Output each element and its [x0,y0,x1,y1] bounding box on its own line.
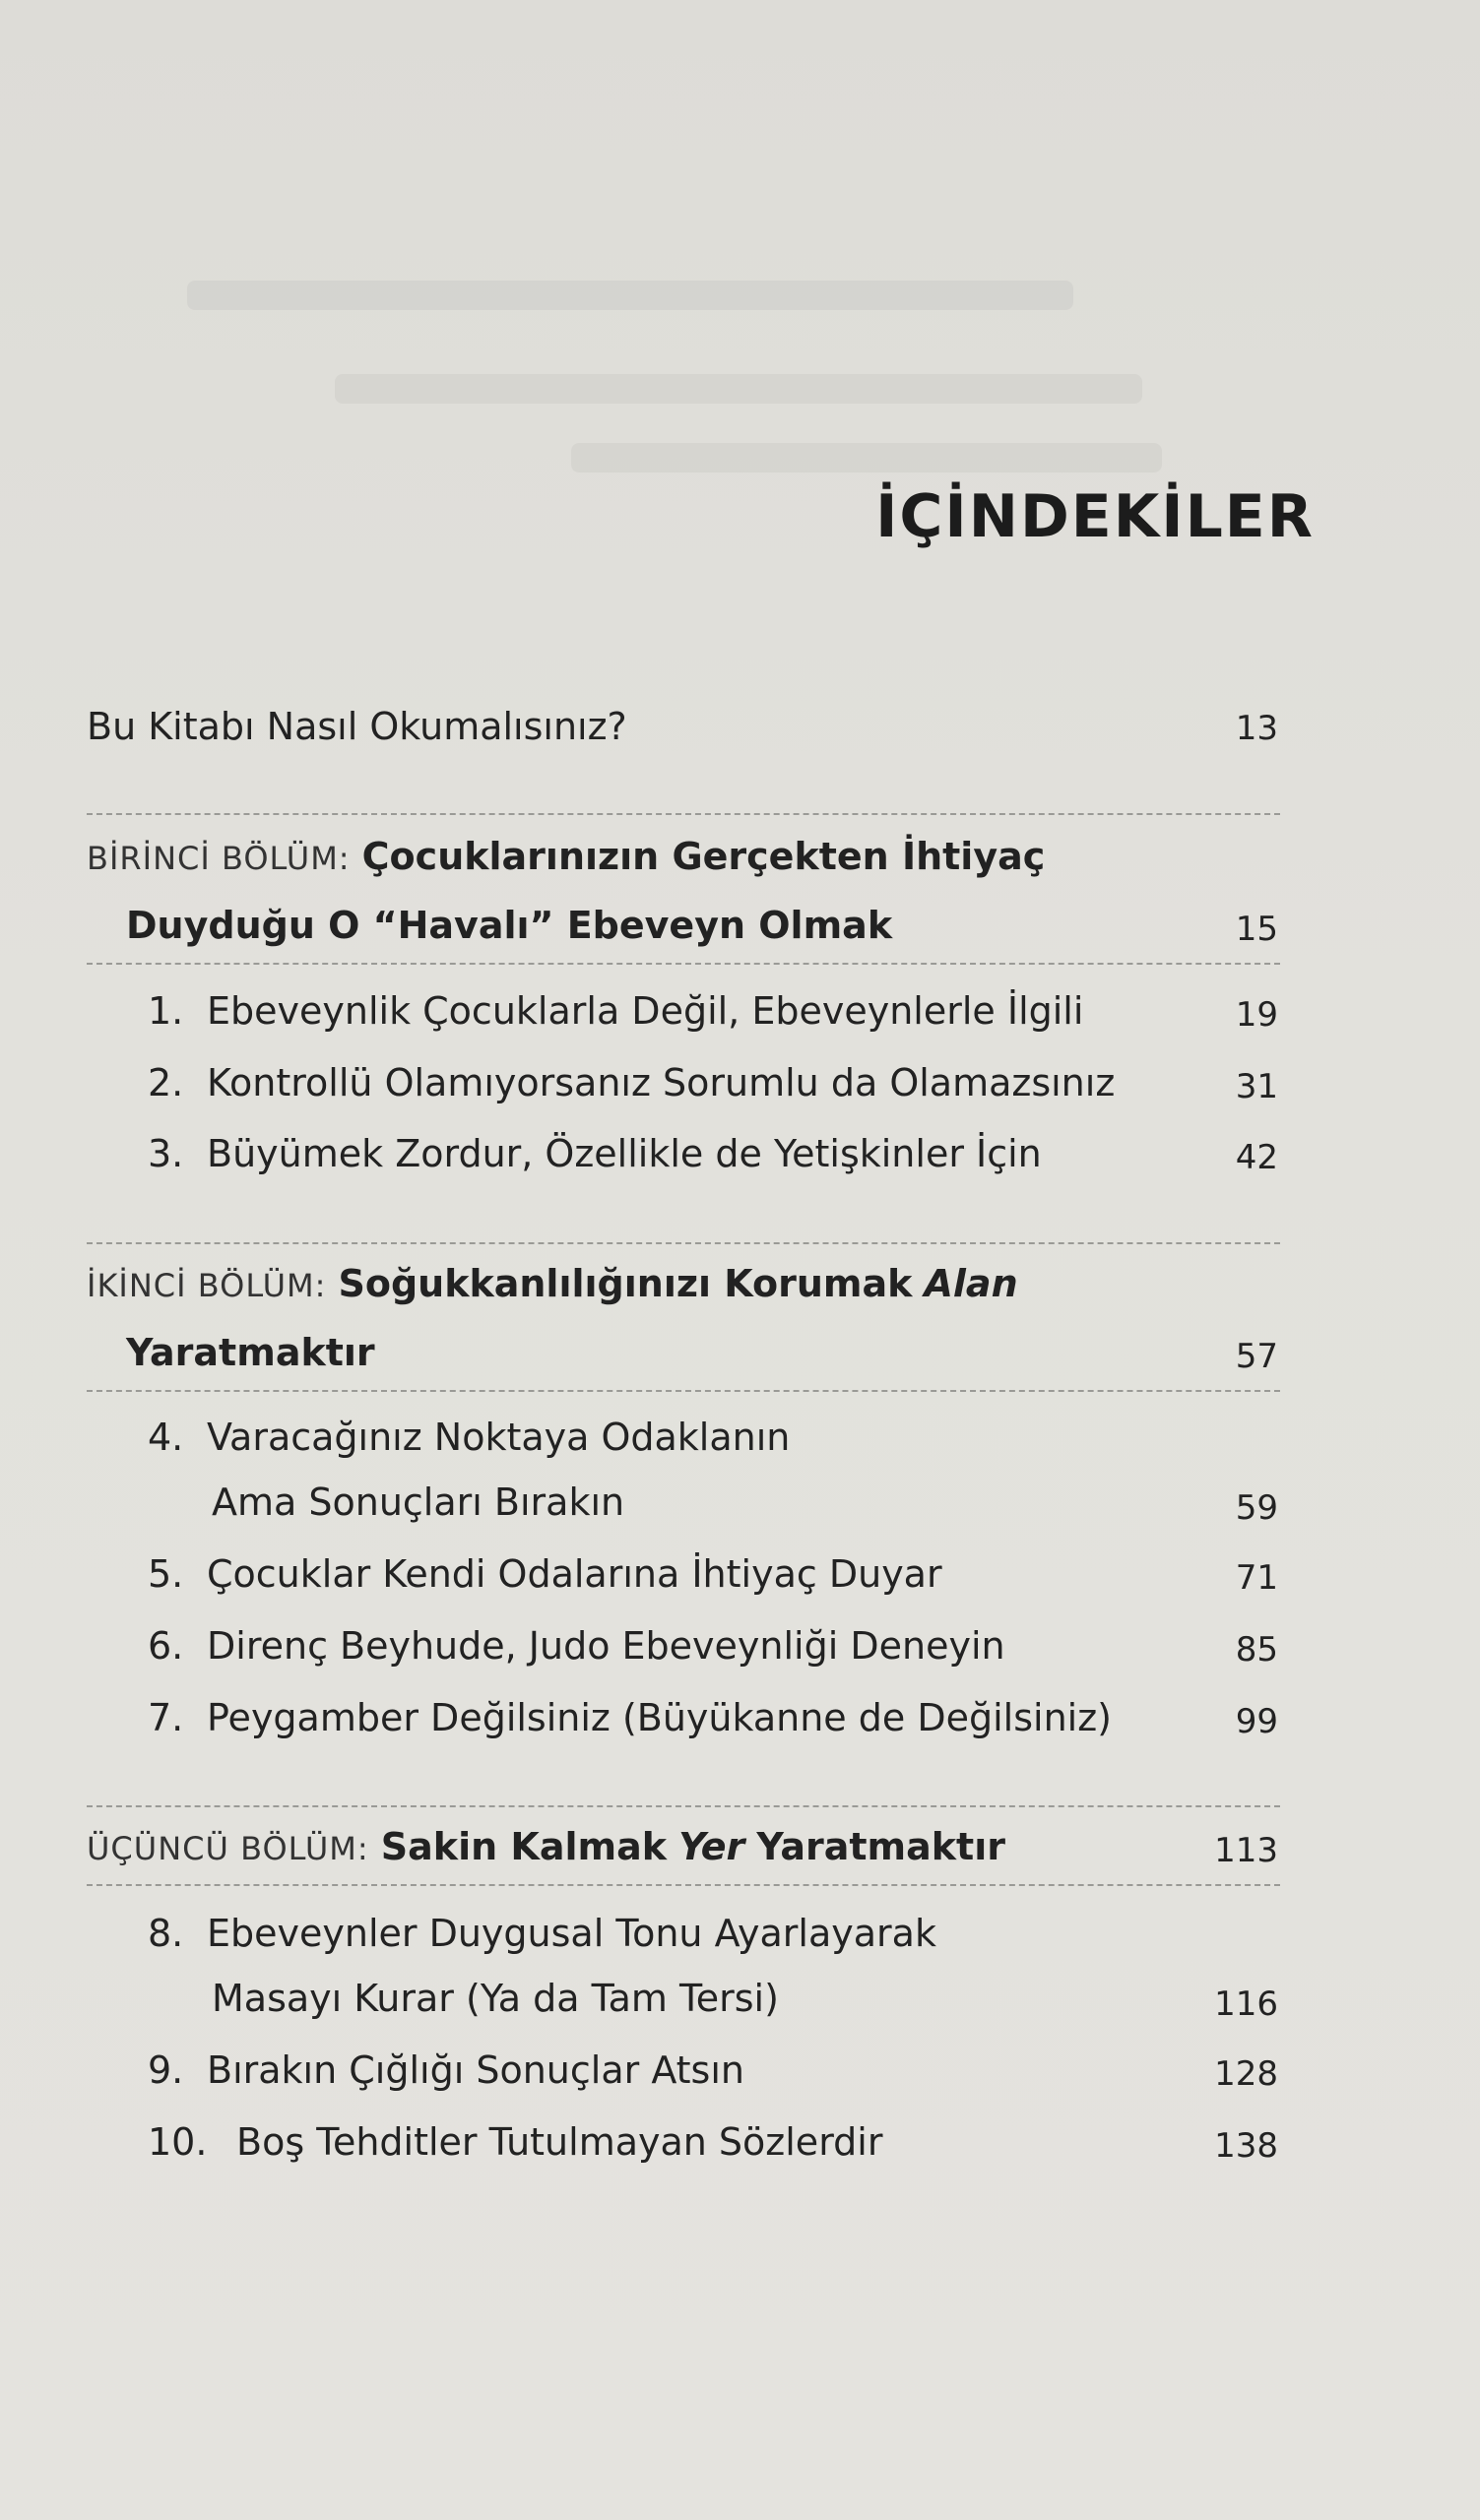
chapter-title-continued: Masayı Kurar (Ya da Tam Tersi) [212,1977,779,2020]
part-label: BİRİNCİ BÖLÜM: [87,840,351,877]
toc-page-number: 59 [1235,1488,1278,1528]
toc-part-2-line-1[interactable] [0,1262,1480,1321]
toc-part-heading [87,1262,1018,1305]
toc-chapter-6[interactable] [0,1624,1480,1683]
toc-page-number: 42 [1235,1138,1278,1177]
toc-page-number: 57 [1235,1337,1278,1376]
toc-page-number: 116 [1214,1984,1278,2024]
bleed-through-shadow [187,281,1073,310]
chapter-title: Ebeveynlik Çocuklarla Değil, Ebeveynlerle İlgili [207,989,1084,1033]
toc-part-1-line-1[interactable] [0,835,1480,894]
bleed-through-shadow [571,443,1162,472]
part-title-continued: Duyduğu O “Havalı” Ebeveyn Olmak [126,904,893,947]
toc-chapter-5[interactable] [0,1552,1480,1611]
toc-chapter-1[interactable] [0,989,1480,1048]
chapter-number: 2. [148,1061,184,1104]
chapter-number: 7. [148,1696,184,1739]
divider [87,1242,1280,1244]
divider [87,1805,1280,1807]
toc-entry-label: Bu Kitabı Nasıl Okumalısınız? [87,705,627,748]
toc-page-number: 138 [1214,2126,1278,2166]
chapter-number: 4. [148,1416,184,1459]
toc-page-number: 13 [1235,709,1278,748]
chapter-title: Peygamber Değilsiniz (Büyükanne de Değilsiniz) [207,1696,1112,1739]
part-title-italic: Yer [678,1825,745,1868]
chapter-number: 5. [148,1552,184,1596]
chapter-title: Varacağınız Noktaya Odaklanın [207,1416,791,1459]
chapter-title-continued: Ama Sonuçları Bırakın [212,1480,625,1524]
toc-part-heading [87,1825,1005,1868]
chapter-title: Direnç Beyhude, Judo Ebeveynliği Deneyin [207,1624,1005,1668]
chapter-title: Büyümek Zordur, Özellikle de Yetişkinler İçin [207,1132,1042,1175]
part-title-italic: Alan [924,1262,1018,1305]
divider [87,963,1280,965]
chapter-number: 1. [148,989,184,1033]
toc-page-number: 71 [1235,1558,1278,1598]
divider [87,813,1280,815]
chapter-number: 9. [148,2048,184,2092]
toc-page-number: 15 [1235,910,1278,949]
chapter-title: Çocuklar Kendi Odalarına İhtiyaç Duyar [207,1552,942,1596]
chapter-number: 3. [148,1132,184,1175]
chapter-title: Kontrollü Olamıyorsanız Sorumlu da Olamazsınız [207,1061,1116,1104]
part-title-continued: Yaratmaktır [126,1331,375,1374]
part-label: ÜÇÜNCÜ BÖLÜM: [87,1830,369,1867]
toc-entry-intro[interactable] [0,705,1480,764]
toc-part-3[interactable] [0,1825,1480,1884]
toc-chapter-9[interactable] [0,2048,1480,2108]
toc-page-number: 19 [1235,995,1278,1035]
toc-part-1-line-2[interactable] [0,904,1480,963]
toc-chapter-3[interactable] [0,1132,1480,1191]
chapter-number: 10. [148,2120,208,2164]
toc-page-number: 31 [1235,1067,1278,1106]
toc-page-number: 99 [1235,1702,1278,1741]
chapter-number: 8. [148,1912,184,1955]
toc-chapter-7[interactable] [0,1696,1480,1755]
bleed-through-shadow [335,374,1142,404]
chapter-title: Boş Tehditler Tutulmayan Sözlerdir [236,2120,883,2164]
part-title-end: Yaratmaktır [756,1825,1005,1868]
part-title: Sakin Kalmak [380,1825,667,1868]
chapter-title: Ebeveynler Duygusal Tonu Ayarlayarak [207,1912,936,1955]
toc-chapter-8[interactable] [0,1912,1480,2040]
toc-page-number: 113 [1214,1831,1278,1870]
toc-page-number: 85 [1235,1630,1278,1670]
part-title: Çocuklarınızın Gerçekten İhtiyaç [361,835,1046,878]
toc-page-number: 128 [1214,2054,1278,2094]
part-label: İKİNCİ BÖLÜM: [87,1267,327,1304]
toc-chapter-10[interactable] [0,2120,1480,2179]
chapter-number: 6. [148,1624,184,1668]
divider [87,1884,1280,1886]
toc-chapter-4[interactable] [0,1416,1480,1544]
part-title: Soğukkanlılığınızı Korumak [338,1262,913,1305]
toc-part-heading [87,835,1045,878]
page-title: İÇİNDEKİLER [875,482,1315,551]
divider [87,1390,1280,1392]
toc-chapter-2[interactable] [0,1061,1480,1120]
chapter-title: Bırakın Çığlığı Sonuçlar Atsın [207,2048,744,2092]
toc-part-2-line-2[interactable] [0,1331,1480,1390]
